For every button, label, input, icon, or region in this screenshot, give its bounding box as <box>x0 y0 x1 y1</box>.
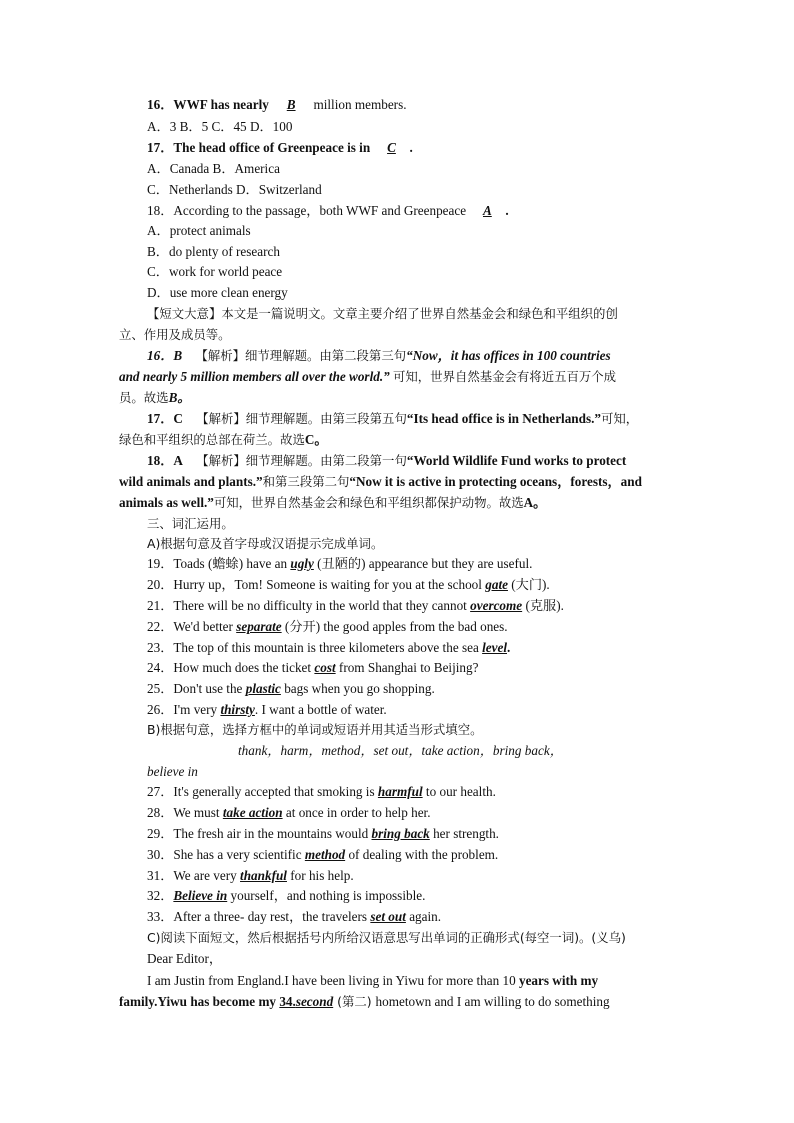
analysis-quote: “Now，it has offices in 100 countries <box>406 348 611 363</box>
analysis-quote: “Now it is active in protecting oceans，forests，and <box>349 474 642 489</box>
answer-blank: C <box>387 140 396 155</box>
answer-word: separate <box>236 619 282 634</box>
analysis-quote: and nearly 5 million members all over the world.” <box>119 369 390 384</box>
analysis-answer: A。 <box>523 495 547 510</box>
summary-line-2: 立、作用及成员等。 <box>119 327 231 342</box>
analysis-tag: 【解析】细节理解题。由第二段第三句 <box>195 348 407 363</box>
analysis-18-line-1 <box>147 453 626 469</box>
analysis-text: 和第三段第二句 <box>262 474 350 489</box>
analysis-16-line-1 <box>147 348 611 364</box>
options-17-line1: A．Canada B．America <box>147 161 280 176</box>
word-box-line-2: believe in <box>147 764 198 779</box>
vocab-item-23: 23．The top of this mountain is three kilometers above the sea level. <box>147 640 511 655</box>
vocab-item-33: 33．After a three- day rest，the travelers set out again. <box>147 909 442 924</box>
analysis-text: 可知，世界自然基金会有将近五百万个成 <box>393 369 617 384</box>
answer-blank: A <box>482 203 492 218</box>
vocab-item-25: 25．Don't use the plastic bags when you go shopping. <box>147 681 435 696</box>
vocab-item-24: 24．How much does the ticket cost from Shanghai to Beijing? <box>147 660 479 675</box>
answer-word: bring back <box>371 826 430 841</box>
vocab-item-19: 19．Toads (蟾蜍) have an ugly (丑陋的) appearance but they are useful. <box>147 556 533 571</box>
analysis-text: 可知，世界自然基金会和绿色和平组织都保护动物。故选 <box>213 495 524 510</box>
answer-word: level <box>482 640 507 655</box>
answer-word: gate <box>485 577 508 592</box>
question-text: WWF has nearly <box>173 97 269 112</box>
option-18-c: C．work for world peace <box>147 264 283 279</box>
analysis-quote: “Its head office is in Netherlands.” <box>406 411 601 426</box>
answer-word: set out <box>370 909 406 924</box>
answer-word: second <box>295 994 334 1009</box>
option-18-a: A．protect animals <box>147 223 251 238</box>
analysis-quote: animals as well.” <box>119 495 214 510</box>
analysis-17-line-2 <box>119 432 328 448</box>
analysis-text: 员。故选 <box>119 390 169 405</box>
answer-word: thirsty <box>220 702 255 717</box>
question-18 <box>147 203 509 219</box>
question-number: 16． <box>147 97 174 112</box>
options-16: A．3 B．5 C．45 D．100 <box>147 119 293 134</box>
vocab-item-30: 30．She has a very scientific method of dealing with the problem. <box>147 847 499 862</box>
answer-word: cost <box>314 660 336 675</box>
analysis-number: 16．B <box>147 348 183 363</box>
answer-word: plastic <box>245 681 281 696</box>
part-b-heading: B)根据句意，选择方框中的单词或短语并用其适当形式填空。 <box>147 722 483 737</box>
question-text: According to the passage，both WWF and Greenpeace <box>173 203 467 218</box>
analysis-16-line-3 <box>119 390 191 406</box>
vocab-item-27: 27．It's generally accepted that smoking is harmful to our health. <box>147 784 496 799</box>
summary-line-1: 【短文大意】本文是一篇说明文。文章主要介绍了世界自然基金会和绿色和平组织的创 <box>147 306 618 321</box>
answer-blank: B <box>286 97 296 112</box>
options-17-line2: C．Netherlands D．Switzerland <box>147 182 322 197</box>
option-18-d: D．use more clean energy <box>147 285 288 300</box>
analysis-18-line-2 <box>119 474 642 490</box>
vocab-item-22: 22．We'd better separate (分开) the good apples from the bad ones. <box>147 619 508 634</box>
answer-word: ugly <box>290 556 314 571</box>
analysis-16-line-2 <box>119 369 616 385</box>
vocab-item-28: 28．We must take action at once in order to help her. <box>147 805 431 820</box>
answer-word: harmful <box>377 784 423 799</box>
analysis-text: 可知， <box>601 411 639 426</box>
vocab-item-21: 21．There will be no difficulty in the world that they cannot overcome (克服). <box>147 598 564 613</box>
vocab-item-32: 32．Believe in yourself，and nothing is impossible. <box>147 888 426 903</box>
section-heading: 三、词汇运用。 <box>147 516 234 531</box>
analysis-quote: wild animals and plants.” <box>119 474 263 489</box>
letter-greeting: Dear Editor， <box>147 951 223 966</box>
analysis-tag: 【解析】细节理解题。由第二段第一句 <box>196 453 407 468</box>
question-tail: million members. <box>310 97 407 112</box>
analysis-quote: “World Wildlife Fund works to protect <box>406 453 627 468</box>
question-16 <box>147 97 407 113</box>
word-box-line-1: thank，harm，method，set out，take action，bring back， <box>238 743 563 758</box>
analysis-18-line-3 <box>119 495 546 511</box>
answer-word: Believe in <box>173 888 228 903</box>
analysis-text: 绿色和平组织的总部在荷兰。故选 <box>119 432 305 447</box>
analysis-answer: C。 <box>304 432 328 447</box>
part-a-heading: A)根据句意及首字母或汉语提示完成单词。 <box>147 536 384 551</box>
answer-word: thankful <box>240 868 287 883</box>
answer-word: take action <box>222 805 283 820</box>
analysis-number: 18．A <box>147 453 183 468</box>
letter-paragraph-line-2: family.Yiwu has become my 34.second (第二) hometown and I am willing to do something <box>119 994 610 1009</box>
question-17 <box>147 140 413 156</box>
analysis-number: 17．C <box>147 411 183 426</box>
answer-word: overcome <box>470 598 523 613</box>
blank-number: 34. <box>279 994 296 1009</box>
question-number: 17． <box>147 140 174 155</box>
vocab-item-31: 31．We are very thankful for his help. <box>147 868 354 883</box>
question-number: 18． <box>147 203 174 218</box>
vocab-item-29: 29．The fresh air in the mountains would bring back her strength. <box>147 826 499 841</box>
question-tail: . <box>505 203 509 218</box>
question-tail: . <box>409 140 413 155</box>
part-c-heading: C)阅读下面短文，然后根据括号内所给汉语意思写出单词的正确形式(每空一词)。(义乌) <box>147 930 626 945</box>
vocab-item-26: 26．I'm very thirsty. I want a bottle of water. <box>147 702 387 717</box>
option-18-b: B．do plenty of research <box>147 244 280 259</box>
answer-word: method <box>304 847 346 862</box>
analysis-tag: 【解析】细节理解题。由第三段第五句 <box>196 411 407 426</box>
analysis-answer: B。 <box>168 390 191 405</box>
analysis-17-line-1 <box>147 411 638 427</box>
letter-paragraph-line-1: I am Justin from England.I have been living in Yiwu for more than 10 years with my <box>147 973 599 988</box>
vocab-item-20: 20．Hurry up，Tom! Someone is waiting for you at the school gate (大门). <box>147 577 550 592</box>
question-text: The head office of Greenpeace is in <box>173 140 371 155</box>
